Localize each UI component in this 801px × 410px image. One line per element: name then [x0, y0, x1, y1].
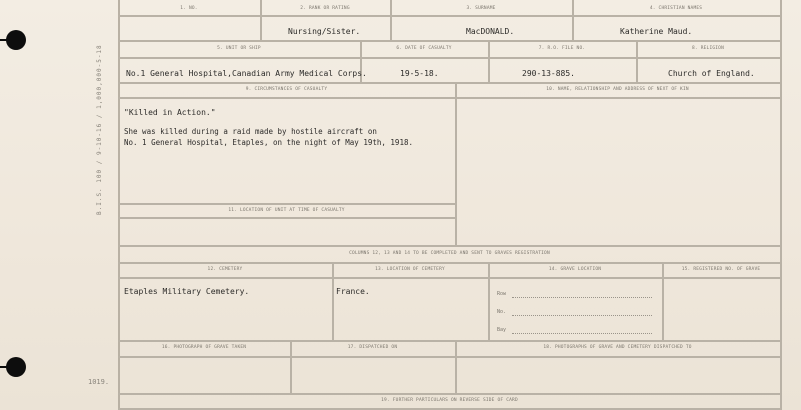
caption-religion: 8. RELIGION [691, 46, 724, 51]
caption-location-of-cemetery: 13. LOCATION OF CEMETERY [375, 267, 445, 272]
location-of-cemetery-value: France. [336, 287, 370, 296]
circumstances-line-2: No. 1 General Hospital, Etaples, on the night of May 19th, 1918. [124, 138, 413, 147]
card-stub [0, 0, 120, 410]
caption-further-particulars: 19. FURTHER PARTICULARS ON REVERSE SIDE OF CARD [381, 398, 518, 403]
caption-unit: 5. UNIT OR SHIP [217, 46, 261, 51]
circumstances-line-1: She was killed during a raid made by hostile aircraft on [124, 127, 377, 136]
punch-hole-top [6, 30, 26, 50]
stub-vertical-print: B.I.S. 100 / 9-10-16 / 1,000,000-5-18 [96, 44, 103, 215]
caption-location-of-unit: 11. LOCATION OF UNIT AT TIME OF CASUALTY [228, 208, 345, 213]
cemetery-value: Etaples Military Cemetery. [124, 287, 250, 296]
grave-field-label-2: No. [497, 309, 507, 315]
surname-value: MacDONALD. [466, 27, 515, 36]
caption-registered-no: 15. REGISTERED NO. OF GRAVE [681, 267, 761, 272]
circumstances-heading: "Killed in Action." [124, 108, 216, 117]
stub-number: 1019. [88, 378, 110, 386]
punch-hole-bottom [6, 357, 26, 377]
date-of-casualty-value: 19-5-18. [400, 69, 439, 78]
caption-dispatched-on: 17. DISPATCHED ON [347, 345, 398, 350]
caption-r-o-file-no: 7. R.O. FILE NO. [538, 46, 586, 51]
christian-names-value: Katherine Maud. [620, 27, 693, 36]
grave-field-label-3: Bay [497, 327, 507, 333]
caption-surname: 3. SURNAME [466, 6, 496, 11]
caption-photographs-sent: 18. PHOTOGRAPHS OF GRAVE AND CEMETERY DISPATCHED TO [543, 345, 692, 350]
religion-value: Church of England. [668, 69, 755, 78]
grave-field-label-1: Row [497, 291, 507, 297]
caption-grave-location: 14. GRAVE LOCATION [548, 267, 602, 272]
rank-value: Nursing/Sister. [288, 27, 361, 36]
caption-divider-note: COLUMNS 12, 13 AND 14 TO BE COMPLETED AND SENT TO GRAVES REGISTRATION [349, 251, 550, 256]
caption-circumstances-of-casualty: 9. CIRCUMSTANCES OF CASUALTY [245, 87, 328, 92]
caption-cemetery: 12. CEMETERY [207, 267, 243, 272]
caption-no: 1. NO. [180, 6, 198, 11]
caption-christian-names: 4. CHRISTIAN NAMES [649, 6, 703, 11]
caption-photograph-grave: 16. PHOTOGRAPH OF GRAVE TAKEN [161, 345, 247, 350]
unit-value: No.1 General Hospital,Canadian Army Medical Corps. [126, 69, 367, 78]
r-o-file-no-value: 290-13-885. [522, 69, 575, 78]
caption-date-of-casualty: 6. DATE OF CASUALTY [396, 46, 452, 51]
caption-rank: 2. RANK OR RATING [300, 6, 350, 11]
caption-next-of-kin: 10. NAME, RELATIONSHIP AND ADDRESS OF NEXT OF KIN [546, 87, 689, 92]
